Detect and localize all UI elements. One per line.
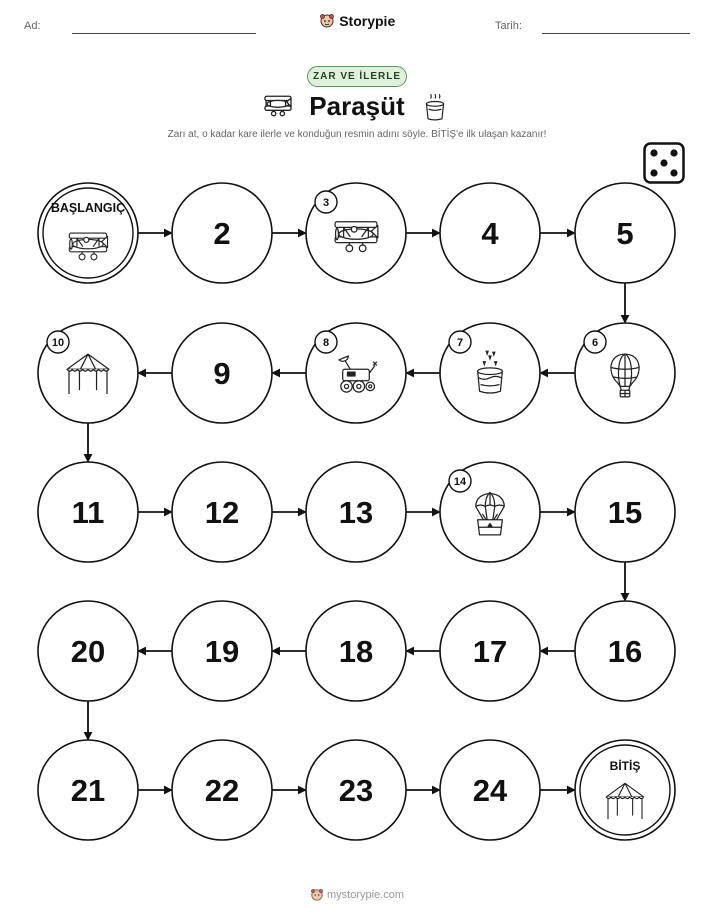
board-cell-4[interactable]	[440, 183, 540, 283]
footer-site-link[interactable]: mystorypie.com	[327, 888, 405, 901]
board-cell-17[interactable]	[440, 601, 540, 701]
cell-number: 16	[607, 634, 643, 669]
board-cell-6[interactable]	[575, 323, 675, 423]
board-cell-23[interactable]	[306, 740, 406, 840]
cell-number: 4	[481, 216, 499, 251]
board-cell-2[interactable]	[172, 183, 272, 283]
cell-number: 12	[204, 495, 240, 530]
finish-label: BİTİŞ	[609, 759, 641, 773]
board-cell-18[interactable]	[306, 601, 406, 701]
game-type-badge: ZAR VE İLERLE	[307, 66, 407, 87]
cell-number: 18	[338, 634, 374, 669]
board-cell-21[interactable]	[38, 740, 138, 840]
cell-number-badge-text: 3	[322, 197, 330, 209]
cell-number: 22	[204, 773, 240, 808]
cell-number: 5	[616, 216, 634, 251]
page-title: Paraşüt	[309, 91, 405, 121]
cell-number: 11	[71, 495, 105, 530]
cell-number-badge-text: 6	[591, 337, 599, 349]
cell-number-badge-text: 7	[456, 337, 464, 349]
cell-number: 19	[204, 634, 240, 669]
board-cell-9[interactable]	[172, 323, 272, 423]
board-cell-22[interactable]	[172, 740, 272, 840]
board-cell-1[interactable]	[38, 183, 138, 283]
cell-number: 2	[213, 216, 231, 251]
cell-number: 21	[70, 773, 106, 808]
cell-number: 23	[338, 773, 374, 808]
storypie-mascot-icon	[310, 888, 324, 902]
board-cell-14[interactable]	[440, 462, 540, 562]
board-cell-3[interactable]	[306, 183, 406, 283]
board-cell-12[interactable]	[172, 462, 272, 562]
board-cell-10[interactable]	[38, 323, 138, 423]
board-cell-24[interactable]	[440, 740, 540, 840]
board-cell-20[interactable]	[38, 601, 138, 701]
name-label: Ad:	[24, 20, 41, 32]
board-cell-7[interactable]	[440, 323, 540, 423]
board-cells	[38, 183, 675, 840]
cell-number: 13	[338, 495, 374, 530]
cell-number: 24	[472, 773, 508, 808]
footer	[0, 888, 714, 902]
cell-number-badge-text: 8	[322, 337, 330, 349]
board-cell-15[interactable]	[575, 462, 675, 562]
board-cell-16[interactable]	[575, 601, 675, 701]
cell-number-badge-text: 10	[51, 337, 65, 349]
board-cell-8[interactable]	[306, 323, 406, 423]
board-cell-13[interactable]	[306, 462, 406, 562]
cell-number: 9	[213, 356, 231, 391]
instructions-text: Zarı at, o kadar kare ilerle ve konduğun resmin adını söyle. BİTİŞ'e ilk ulaşan kazanır!	[167, 129, 547, 140]
board-cell-11[interactable]	[38, 462, 138, 562]
brand-name: Storypie	[339, 12, 396, 29]
cell-number: 20	[70, 634, 106, 669]
board-cell-5[interactable]	[575, 183, 675, 283]
cell-number: 15	[607, 495, 643, 530]
cell-number-badge-text: 14	[453, 476, 467, 488]
board-cell-19[interactable]	[172, 601, 272, 701]
cell-number: 17	[472, 634, 508, 669]
board-cell-25[interactable]	[575, 740, 675, 840]
start-label: BAŞLANGIÇ	[50, 201, 126, 215]
date-label: Tarih:	[495, 20, 522, 32]
